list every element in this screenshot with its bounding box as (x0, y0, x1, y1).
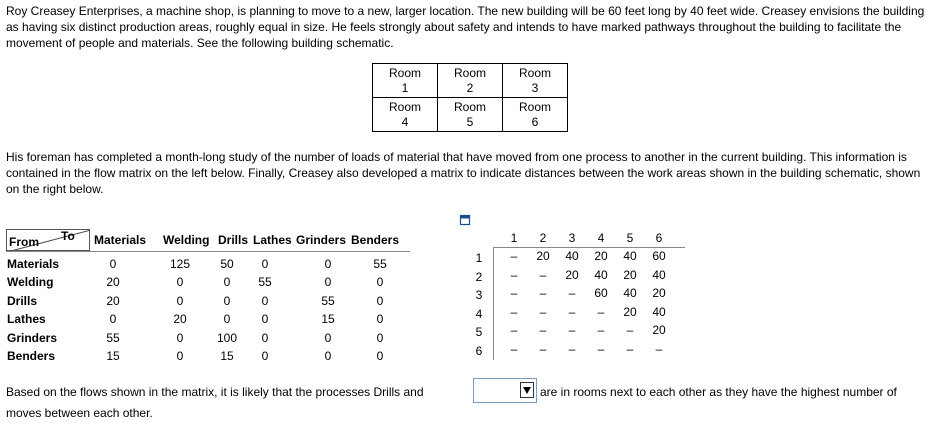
flow-cell: 15 (106, 349, 120, 363)
flow-cell: 55 (258, 275, 272, 290)
room-1: Room 1 (373, 64, 438, 98)
header-divider (6, 251, 410, 252)
distance-cell: – (626, 341, 634, 356)
distance-cell: – (597, 341, 605, 356)
flow-cell: 0 (176, 330, 184, 345)
flow-cell: 55 (321, 293, 335, 308)
flow-cell: 55 (106, 330, 120, 345)
row-label: Welding (7, 275, 54, 290)
building-schematic (372, 63, 568, 132)
copy-icon[interactable] (459, 214, 471, 226)
distance-cell: – (510, 249, 518, 263)
distance-col-header: 6 (655, 231, 663, 245)
distance-cell: – (539, 286, 547, 300)
flow-cell: 0 (261, 257, 269, 271)
distance-cell: – (568, 323, 576, 337)
distance-cell: – (510, 323, 518, 337)
distance-cell: – (539, 323, 547, 337)
foreman-paragraph: His foreman has completed a month-long study of the number of loads of material that have moved from one process to another in the current building. This information is contained in the flow matrix on the left below. Finally, Creasey also developed a matrix to indicate distances between the work areas shown in the building schematic, shown on the right below. (6, 150, 921, 196)
distance-cell: – (568, 341, 576, 356)
flow-cell: 0 (324, 349, 332, 363)
flow-cell: 0 (324, 330, 332, 345)
flow-cell: 0 (176, 349, 184, 363)
distance-cell: 20 (565, 267, 579, 282)
distance-cell: 60 (652, 249, 666, 263)
flow-cell: 0 (261, 293, 269, 308)
from-to-corner (6, 229, 90, 251)
distance-cell: – (597, 304, 605, 319)
flow-cell: 0 (176, 275, 184, 290)
flow-cell: 50 (220, 257, 234, 271)
row-label: Benders (7, 349, 56, 363)
distance-row-label: 1 (475, 251, 483, 265)
distance-cell: – (539, 267, 547, 282)
distance-cell: 20 (623, 304, 637, 319)
flow-cell: 0 (376, 312, 384, 327)
col-header-materials: Materials (94, 233, 147, 247)
distance-cell: 40 (594, 267, 608, 282)
distance-cell: 60 (594, 286, 608, 300)
distance-row-label: 5 (475, 325, 483, 339)
distance-matrix (455, 211, 685, 361)
col-header-welding: Welding (163, 233, 210, 247)
distance-cell: 20 (623, 267, 637, 282)
distance-cell: 40 (565, 249, 579, 263)
row-label: Lathes (7, 312, 46, 327)
distance-cell: 20 (536, 249, 550, 263)
distance-cell: 20 (652, 323, 666, 337)
flow-cell: 0 (376, 349, 384, 363)
flow-cell: 15 (321, 312, 335, 327)
flow-cell: 100 (216, 330, 238, 345)
intro-paragraph: Roy Creasey Enterprises, a machine shop, is planning to move to a new, larger location. The new building will be 60 feet long by 40 feet wide. Creasey envisions the building as having six distinct production areas, roughly equal in size. He feels strongly about safety and intends to have marked pathways throughout the building to facilitate the movement of people and materials. See the following building schematic. (6, 4, 925, 50)
distance-cell: – (655, 341, 663, 356)
distance-row-label: 6 (475, 343, 483, 358)
distance-col-header: 1 (510, 231, 518, 245)
flow-cell: 15 (220, 349, 234, 363)
distance-cell: – (510, 286, 518, 300)
distance-cell: – (510, 341, 518, 356)
answer-dropdown[interactable] (473, 378, 537, 403)
to-label: To (61, 229, 75, 243)
row-label: Grinders (7, 330, 58, 345)
flow-cell: 0 (261, 312, 269, 327)
distance-row-label: 4 (475, 306, 483, 321)
distance-cell: 40 (652, 267, 666, 282)
flow-cell: 125 (169, 257, 191, 271)
from-label: From (9, 235, 39, 249)
flow-cell: 0 (109, 312, 117, 327)
flow-cell: 20 (106, 293, 120, 308)
distance-cell: – (568, 286, 576, 300)
distance-row-label: 3 (475, 288, 483, 302)
distance-cell: 20 (652, 286, 666, 300)
flow-cell: 0 (223, 275, 231, 290)
room-3: Room 3 (503, 64, 568, 98)
flow-cell: 0 (376, 275, 384, 290)
col-header-benders: Benders (351, 233, 400, 247)
col-header-drills: Drills (218, 233, 249, 247)
room-2: Room 2 (438, 64, 503, 98)
flow-cell: 0 (261, 349, 269, 363)
distance-cell: 40 (623, 249, 637, 263)
flow-cell: 0 (223, 312, 231, 327)
col-header-grinders: Grinders (296, 233, 347, 247)
flow-cell: 20 (173, 312, 187, 327)
dropdown-arrow-icon[interactable] (520, 382, 534, 398)
flow-cell: 0 (261, 330, 269, 345)
distance-col-header: 3 (568, 231, 576, 245)
col-header-lathes: Lathes (253, 233, 292, 247)
distance-cell: – (597, 323, 605, 337)
flow-cell: 0 (109, 257, 117, 271)
flow-cell: 0 (223, 293, 231, 308)
question-text-after: are in rooms next to each other as they have the highest number of (540, 385, 897, 399)
distance-cell: 20 (594, 249, 608, 263)
distance-col-header: 2 (539, 231, 547, 245)
question-text-before: Based on the flows shown in the matrix, it is likely that the processes Drills and (6, 385, 424, 399)
flow-cell: 0 (376, 293, 384, 308)
flow-cell: 20 (106, 275, 120, 290)
distance-cell: 40 (652, 304, 666, 319)
distance-row-label: 2 (475, 269, 483, 284)
distance-row-divider (493, 248, 494, 360)
distance-cell: – (626, 323, 634, 337)
distance-col-header: 4 (597, 231, 605, 245)
flow-cell: 55 (373, 257, 387, 271)
room-4: Room 4 (373, 98, 438, 132)
distance-cell: 40 (623, 286, 637, 300)
distance-cell: – (510, 267, 518, 282)
distance-cell: – (539, 304, 547, 319)
flow-cell: 0 (324, 275, 332, 290)
row-label: Drills (7, 293, 38, 308)
flow-cell: 0 (176, 293, 184, 308)
room-5: Room 5 (438, 98, 503, 132)
flow-cell: 0 (324, 257, 332, 271)
distance-cell: – (539, 341, 547, 356)
distance-col-header: 5 (626, 231, 634, 245)
room-6: Room 6 (503, 98, 568, 132)
flow-cell: 0 (376, 330, 384, 345)
distance-cell: – (510, 304, 518, 319)
question-text-line2: moves between each other. (6, 406, 153, 420)
row-label: Materials (7, 257, 60, 271)
distance-cell: – (568, 304, 576, 319)
